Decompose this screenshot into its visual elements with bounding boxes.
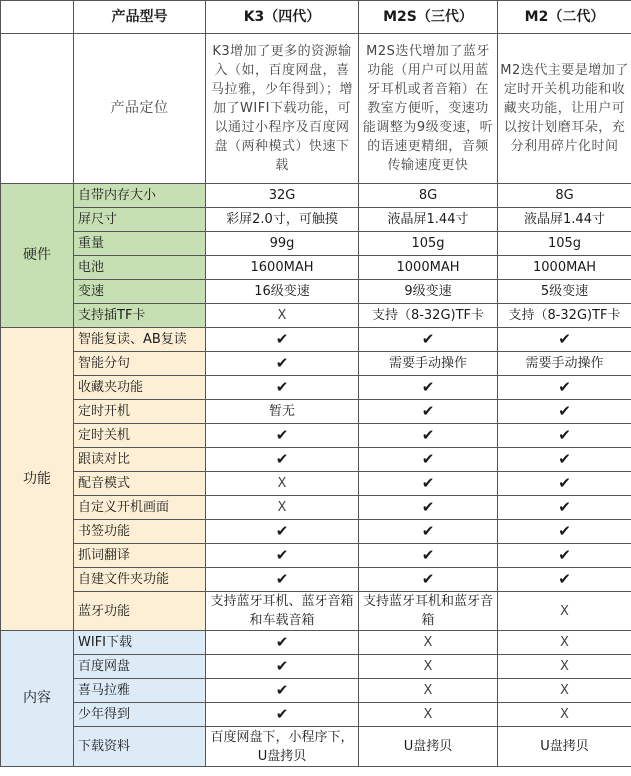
content-row — [1, 655, 631, 679]
positioning-spacer — [1, 34, 74, 184]
value-k3: 99g — [206, 232, 359, 256]
hardware-row — [1, 184, 631, 208]
value-k3: ✔ — [206, 679, 359, 703]
value-m2s: ✔ — [359, 400, 498, 424]
value-m2s: 液晶屏1.44寸 — [359, 208, 498, 232]
value-m2s: U盘拷贝 — [359, 727, 498, 767]
value-m2s: ✔ — [359, 568, 498, 592]
value-m2s: X — [359, 703, 498, 727]
header-row — [1, 1, 631, 34]
value-m2s: ✔ — [359, 472, 498, 496]
value-k3: 百度网盘下，小程序下，U盘拷贝 — [206, 727, 359, 767]
positioning-label: 产品定位 — [74, 34, 206, 184]
function-row — [1, 400, 631, 424]
value-m2: ✔ — [498, 568, 631, 592]
value-m2s: ✔ — [359, 424, 498, 448]
group-function: 功能 — [1, 328, 74, 631]
value-m2s: 1000MAH — [359, 256, 498, 280]
value-m2s: X — [359, 631, 498, 655]
value-k3: ✔ — [206, 544, 359, 568]
header-m2: M2（二代） — [498, 1, 631, 34]
hardware-row — [1, 232, 631, 256]
value-m2: 1000MAH — [498, 256, 631, 280]
value-m2s: X — [359, 655, 498, 679]
value-k3: 彩屏2.0寸，可触摸 — [206, 208, 359, 232]
feature-label: 定时关机 — [74, 424, 206, 448]
feature-label: 智能分句 — [74, 352, 206, 376]
hardware-row — [1, 208, 631, 232]
feature-label: 支持插TF卡 — [74, 304, 206, 328]
content-row — [1, 703, 631, 727]
hardware-row — [1, 256, 631, 280]
value-m2s: ✔ — [359, 544, 498, 568]
function-row — [1, 376, 631, 400]
function-row — [1, 592, 631, 631]
feature-label: 蓝牙功能 — [74, 592, 206, 631]
content-row — [1, 727, 631, 767]
value-k3: ✔ — [206, 448, 359, 472]
value-m2: 105g — [498, 232, 631, 256]
feature-label: 定时开机 — [74, 400, 206, 424]
hardware-row — [1, 280, 631, 304]
positioning-k3: K3增加了更多的资源输入（如，百度网盘，喜马拉雅，少年得到）；增加了WIFI下载功能，可以通过小程序及百度网盘（两种模式）快速下载 — [206, 34, 359, 184]
feature-label: 跟读对比 — [74, 448, 206, 472]
feature-label: 书签功能 — [74, 520, 206, 544]
value-k3: 1600MAH — [206, 256, 359, 280]
header-model: 产品型号 — [74, 1, 206, 34]
value-m2: X — [498, 655, 631, 679]
value-m2s: 支持蓝牙耳机和蓝牙音箱 — [359, 592, 498, 631]
positioning-row — [1, 34, 631, 184]
value-m2s: 需要手动操作 — [359, 352, 498, 376]
value-k3: X — [206, 472, 359, 496]
value-m2: ✔ — [498, 424, 631, 448]
value-k3: 支持蓝牙耳机、蓝牙音箱和车载音箱 — [206, 592, 359, 631]
feature-label: 重量 — [74, 232, 206, 256]
function-row — [1, 496, 631, 520]
value-m2: 支持（8-32G)TF卡 — [498, 304, 631, 328]
value-m2: ✔ — [498, 400, 631, 424]
content-row — [1, 631, 631, 655]
value-m2: 5级变速 — [498, 280, 631, 304]
value-m2: X — [498, 592, 631, 631]
value-k3: ✔ — [206, 352, 359, 376]
content-row — [1, 679, 631, 703]
feature-label: 变速 — [74, 280, 206, 304]
value-k3: ✔ — [206, 376, 359, 400]
value-m2s: 8G — [359, 184, 498, 208]
value-m2s: ✔ — [359, 520, 498, 544]
feature-label: 百度网盘 — [74, 655, 206, 679]
value-k3: ✔ — [206, 424, 359, 448]
value-m2: X — [498, 631, 631, 655]
value-m2s: 9级变速 — [359, 280, 498, 304]
value-m2: X — [498, 703, 631, 727]
value-m2s: 105g — [359, 232, 498, 256]
feature-label: 自定义开机画面 — [74, 496, 206, 520]
value-m2s: 支持（8-32G)TF卡 — [359, 304, 498, 328]
value-m2: X — [498, 679, 631, 703]
feature-label: 下载资料 — [74, 727, 206, 767]
value-k3: ✔ — [206, 520, 359, 544]
value-m2: ✔ — [498, 472, 631, 496]
feature-label: 智能复读、AB复读 — [74, 328, 206, 352]
function-row — [1, 472, 631, 496]
value-k3: 16级变速 — [206, 280, 359, 304]
feature-label: 电池 — [74, 256, 206, 280]
value-m2s: ✔ — [359, 328, 498, 352]
value-m2: ✔ — [498, 376, 631, 400]
function-row — [1, 520, 631, 544]
function-row — [1, 328, 631, 352]
feature-label: 自建文件夹功能 — [74, 568, 206, 592]
positioning-m2s: M2S迭代增加了蓝牙功能（用户可以用蓝牙耳机或者音箱）在教室方便听，变速功能调整为9级变速，听的语速更精细，音频传输速度更快 — [359, 34, 498, 184]
value-k3: 32G — [206, 184, 359, 208]
value-m2: ✔ — [498, 544, 631, 568]
value-m2: 液晶屏1.44寸 — [498, 208, 631, 232]
value-k3: ✔ — [206, 703, 359, 727]
feature-label: 自带内存大小 — [74, 184, 206, 208]
value-m2: U盘拷贝 — [498, 727, 631, 767]
function-row — [1, 544, 631, 568]
feature-label: 收藏夹功能 — [74, 376, 206, 400]
value-m2: 需要手动操作 — [498, 352, 631, 376]
group-hardware: 硬件 — [1, 184, 74, 328]
value-m2: ✔ — [498, 496, 631, 520]
feature-label: 配音模式 — [74, 472, 206, 496]
value-k3: X — [206, 496, 359, 520]
value-m2: ✔ — [498, 448, 631, 472]
value-k3: ✔ — [206, 568, 359, 592]
function-row — [1, 352, 631, 376]
value-m2s: ✔ — [359, 376, 498, 400]
value-k3: 暂无 — [206, 400, 359, 424]
feature-label: 抓词翻译 — [74, 544, 206, 568]
value-m2: 8G — [498, 184, 631, 208]
function-row — [1, 424, 631, 448]
value-m2s: ✔ — [359, 496, 498, 520]
value-m2s: X — [359, 679, 498, 703]
hardware-row — [1, 304, 631, 328]
value-k3: X — [206, 304, 359, 328]
value-m2s: ✔ — [359, 448, 498, 472]
feature-label: 屏尺寸 — [74, 208, 206, 232]
group-content: 内容 — [1, 631, 74, 767]
positioning-m2: M2迭代主要是增加了定时开关机功能和收藏夹功能，让用户可以按计划磨耳朵，充分利用碎片化时间 — [498, 34, 631, 184]
function-row — [1, 568, 631, 592]
feature-label: WIFI下载 — [74, 631, 206, 655]
value-k3: ✔ — [206, 328, 359, 352]
value-k3: ✔ — [206, 655, 359, 679]
header-m2s: M2S（三代） — [359, 1, 498, 34]
header-k3: K3（四代） — [206, 1, 359, 34]
feature-label: 少年得到 — [74, 703, 206, 727]
value-m2: ✔ — [498, 328, 631, 352]
feature-label: 喜马拉雅 — [74, 679, 206, 703]
value-m2: ✔ — [498, 520, 631, 544]
header-corner — [1, 1, 74, 34]
function-row — [1, 448, 631, 472]
value-k3: ✔ — [206, 631, 359, 655]
